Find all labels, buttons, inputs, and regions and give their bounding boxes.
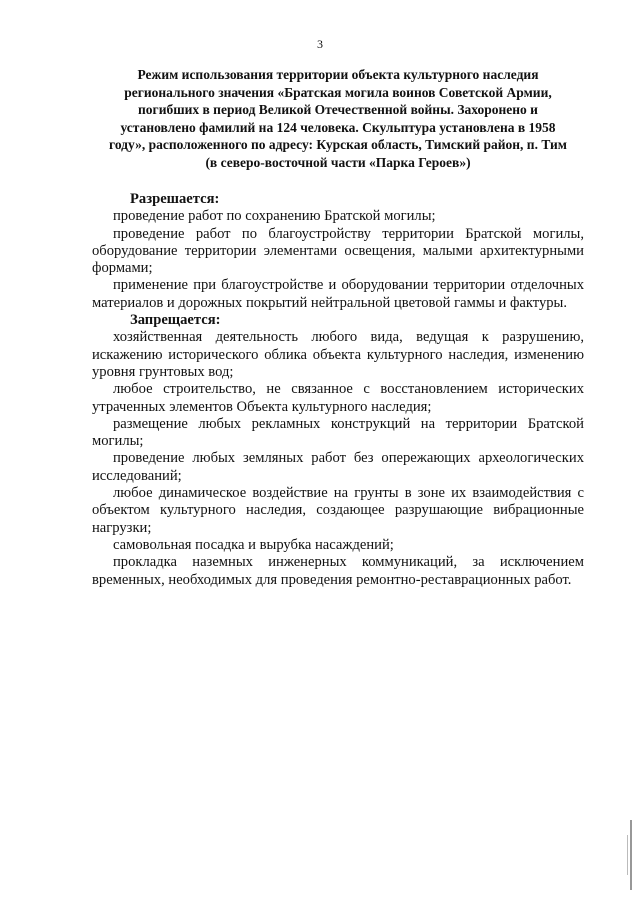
document-title: Режим использования территории объекта культурного наследия регионального значения «Братская могила воинов Советской Армии, погибших в период Великой Отечественной войны. Захоронено и установлено фамилий на 124 человека. Скульптура установлена в 1958 году», расположенного по адресу: Курская область, Тимский район, п. Тим (в северо-восточной части «Парка Героев») bbox=[109, 67, 567, 170]
document-body bbox=[92, 191, 584, 589]
allowed-item: применение при благоустройстве и оборудовании территории отделочных материалов и дорожных покрытий нейтральной цветовой гаммы и фактуры. bbox=[92, 277, 584, 311]
allowed-item: проведение работ по благоустройству территории Братской могилы, оборудование территории элементами освещения, малыми архитектурными формами; bbox=[92, 225, 584, 277]
forbidden-heading: Запрещается: bbox=[130, 312, 221, 329]
page-number: 3 bbox=[317, 37, 323, 51]
scan-edge-mark bbox=[627, 835, 628, 875]
forbidden-item: размещение любых рекламных конструкций на территории Братской могилы; bbox=[92, 415, 584, 450]
forbidden-item: хозяйственная деятельность любого вида, ведущая к разрушению, искажению исторического облика объекта культурного наследия, изменению уровня грунтовых вод; bbox=[92, 329, 584, 380]
allowed-item: проведение работ по сохранению Братской могилы; bbox=[113, 208, 436, 225]
forbidden-item: прокладка наземных инженерных коммуникаций, за исключением временных, необходимых для проведения ремонтно-реставрационных работ. bbox=[92, 554, 584, 588]
forbidden-item: любое строительство, не связанное с восстановлением исторических утраченных элементов Объекта культурного наследия; bbox=[92, 381, 584, 415]
forbidden-item: проведение любых земляных работ без опережающих археологических исследований; bbox=[92, 450, 584, 484]
forbidden-item: самовольная посадка и вырубка насаждений; bbox=[113, 536, 394, 553]
allowed-heading: Разрешается: bbox=[130, 191, 220, 207]
forbidden-item: любое динамическое воздействие на грунты в зоне их взаимодействия с объектом культурного наследия, создающее разрушающие вибрационные нагрузки; bbox=[92, 485, 584, 536]
scan-edge-mark bbox=[630, 820, 632, 890]
